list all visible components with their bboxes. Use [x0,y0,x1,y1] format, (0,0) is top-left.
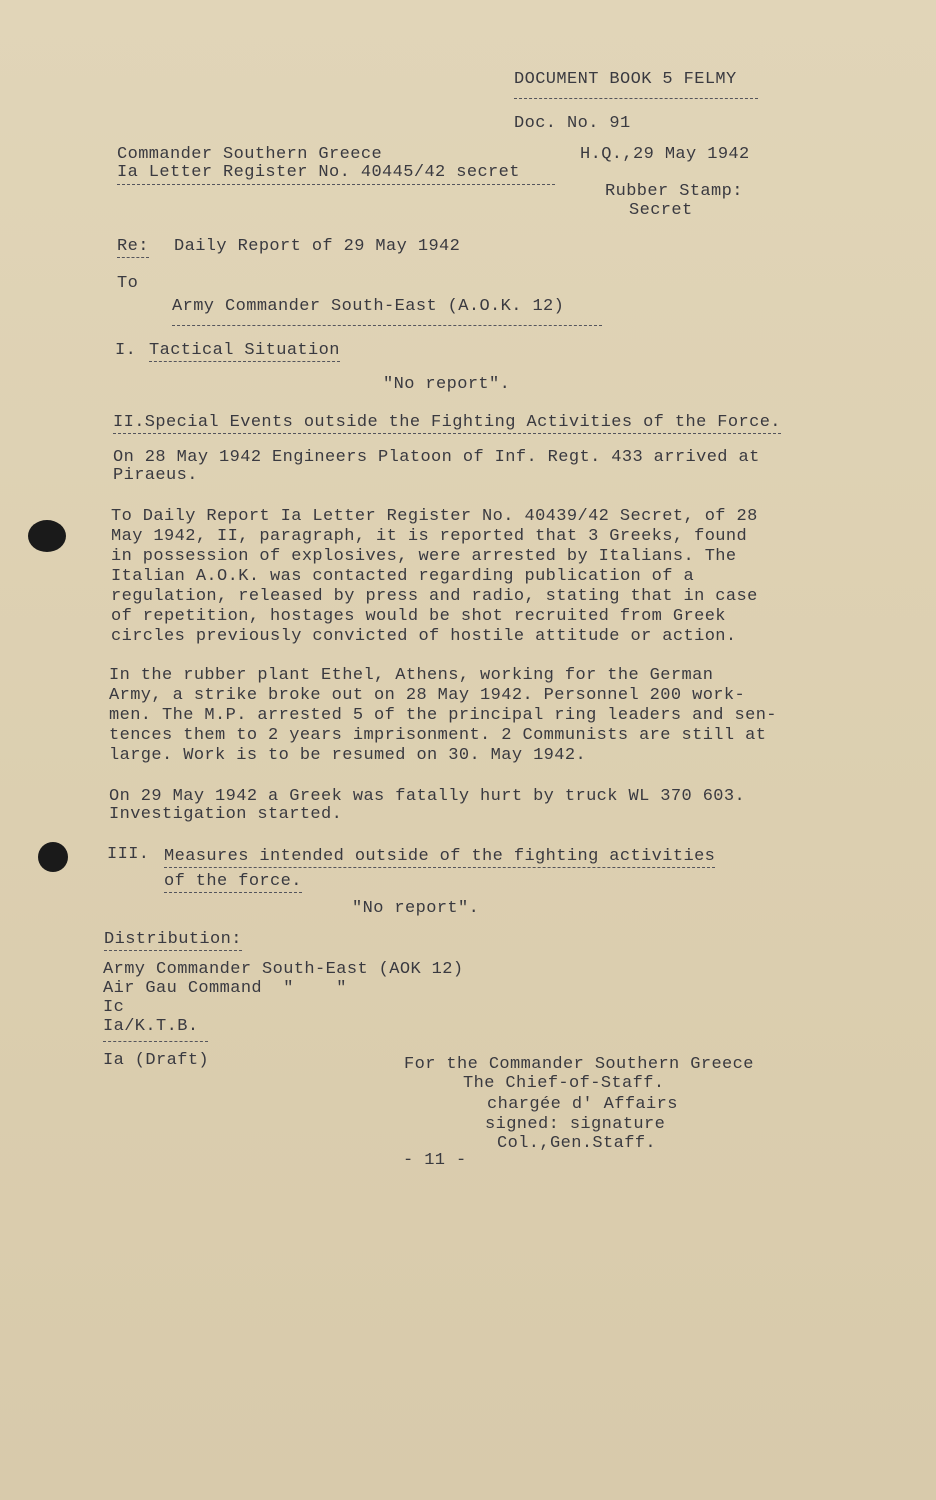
sender-line-1: Commander Southern Greece [117,145,383,164]
section-1-heading: Tactical Situation [149,341,340,360]
section-1-number: I. [115,341,137,360]
distribution-label: Distribution: [104,930,242,949]
punch-hole-bottom [38,842,68,872]
section-3-heading-line-2: of the force. [164,872,302,891]
section-1-content: "No report". [383,375,511,394]
section-2-para-2-line-3: in possession of explosives, were arrested by Italians. The [111,547,737,566]
distribution-item-3: Ic [103,998,125,1017]
signature-line-5: Col.,Gen.Staff. [497,1134,657,1153]
section-2-para-3-line-2: Army, a strike broke out on 28 May 1942. Personnel 200 work- [109,686,746,705]
section-2-para-3-line-5: large. Work is to be resumed on 30. May 1942. [109,746,587,765]
punch-hole-top [28,520,66,552]
section-2-para-3-line-1: In the rubber plant Ethel, Athens, working for the German [109,666,714,685]
section-2-para-1-line-2: Piraeus. [113,466,198,485]
signature-line-1: For the Commander Southern Greece [404,1055,754,1074]
section-2-para-3-line-4: tences them to 2 years imprisonment. 2 Communists are still at [109,726,767,745]
document-book-label: DOCUMENT BOOK 5 FELMY [514,70,737,89]
distribution-item-1: Army Commander South-East (AOK 12) [103,960,464,979]
section-2-para-1-line-1: On 28 May 1942 Engineers Platoon of Inf. Regt. 433 arrived at [113,448,760,467]
section-2-para-3-line-3: men. The M.P. arrested 5 of the principal ring leaders and sen- [109,706,777,725]
section-2-para-2-line-5: regulation, released by press and radio, stating that in case [111,587,758,606]
sender-rule [117,184,555,185]
section-3-content: "No report". [352,899,480,918]
rubber-stamp-value: Secret [629,201,693,220]
distribution-item-2: Air Gau Command " " [103,979,347,998]
distribution-rule [103,1041,208,1042]
document-book-rule [514,98,758,99]
to-label: To [117,274,139,293]
addressee-rule [172,325,602,326]
doc-number: Doc. No. 91 [514,114,631,133]
signature-line-3: chargée d' Affairs [487,1095,678,1114]
signature-line-2: The Chief-of-Staff. [463,1074,665,1093]
section-2-para-4-line-2: Investigation started. [109,805,343,824]
re-label: Re: [117,237,149,256]
re-text: Daily Report of 29 May 1942 [174,237,461,256]
section-3-number: III. [107,845,150,864]
section-2-para-2-line-6: of repetition, hostages would be shot recruited from Greek [111,607,726,626]
section-2-para-2-line-7: circles previously convicted of hostile attitude or action. [111,627,737,646]
section-2-para-4-line-1: On 29 May 1942 a Greek was fatally hurt by truck WL 370 603. [109,787,746,806]
sender-line-2: Ia Letter Register No. 40445/42 secret [117,163,520,182]
section-2-heading: II.Special Events outside the Fighting Activities of the Force. [113,413,781,432]
place-date: H.Q.,29 May 1942 [580,145,750,164]
distribution-item-4: Ia/K.T.B. [103,1017,199,1036]
to-text: Army Commander South-East (A.O.K. 12) [172,297,565,316]
section-2-para-2-line-1: To Daily Report Ia Letter Register No. 40439/42 Secret, of 28 [111,507,758,526]
signature-line-4: signed: signature [485,1115,666,1134]
page-number: - 11 - [403,1151,467,1170]
distribution-draft: Ia (Draft) [103,1051,210,1070]
section-2-para-2-line-4: Italian A.O.K. was contacted regarding publication of a [111,567,695,586]
section-3-heading-line-1: Measures intended outside of the fighting activities [164,847,716,866]
section-2-para-2-line-2: May 1942, II, paragraph, it is reported that 3 Greeks, found [111,527,748,546]
rubber-stamp-label: Rubber Stamp: [605,182,743,201]
